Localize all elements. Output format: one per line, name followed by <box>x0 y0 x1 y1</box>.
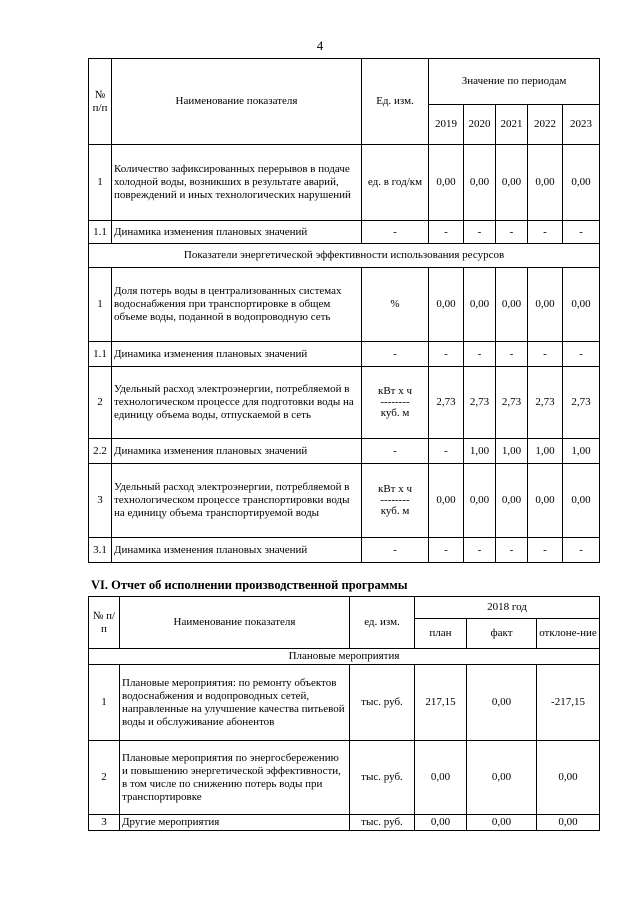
row-value: 0,00 <box>429 145 464 221</box>
table-row <box>89 367 600 439</box>
section-title: Показатели энергетической эффективности использования ресурсов <box>89 244 600 268</box>
row-num: 1.1 <box>89 221 112 244</box>
row-value: - <box>563 342 600 367</box>
table-row <box>89 665 600 741</box>
row-num: 3 <box>89 815 120 831</box>
row-value: - <box>528 342 563 367</box>
row-deviation: -217,15 <box>537 665 600 741</box>
row-value: 0,00 <box>464 268 496 342</box>
row-value: 0,00 <box>429 464 464 538</box>
section-row <box>89 244 600 268</box>
row-num: 2.2 <box>89 439 112 464</box>
col-header-year: 2019 <box>429 105 464 145</box>
row-unit <box>362 367 429 439</box>
table-row <box>89 741 600 815</box>
table-row <box>89 538 600 563</box>
row-value: 0,00 <box>496 464 528 538</box>
row-name: Динамика изменения плановых значений <box>112 221 362 244</box>
col-header-periods: Значение по периодам <box>429 59 600 105</box>
row-unit: ед. в год/км <box>362 145 429 221</box>
row-num: 2 <box>89 367 112 439</box>
table-row <box>89 342 600 367</box>
row-unit: % <box>362 268 429 342</box>
row-fact: 0,00 <box>467 741 537 815</box>
row-name: Динамика изменения плановых значений <box>112 538 362 563</box>
row-fact: 0,00 <box>467 815 537 831</box>
row-num: 1 <box>89 268 112 342</box>
col-header-year: 2023 <box>563 105 600 145</box>
row-name: Количество зафиксированных перерывов в подаче холодной воды, возникших в результате аварий, повреждений и иных технологических нарушений <box>112 145 362 221</box>
row-value: 0,00 <box>464 145 496 221</box>
row-name: Динамика изменения плановых значений <box>112 342 362 367</box>
page-number: 4 <box>316 38 324 53</box>
row-value: - <box>496 538 528 563</box>
section-title: Плановые мероприятия <box>89 649 600 665</box>
row-unit: - <box>362 538 429 563</box>
col-header-unit: ед. изм. <box>350 597 415 649</box>
row-value: - <box>429 342 464 367</box>
unit-numerator: кВт х ч <box>377 385 413 397</box>
table-row <box>89 464 600 538</box>
row-plan: 0,00 <box>415 815 467 831</box>
indicators-table <box>88 58 600 563</box>
row-num: 1.1 <box>89 342 112 367</box>
row-plan: 217,15 <box>415 665 467 741</box>
row-unit: - <box>362 221 429 244</box>
col-header-num: № п/п <box>89 597 120 649</box>
row-value: - <box>464 342 496 367</box>
row-value: - <box>528 221 563 244</box>
row-unit: тыс. руб. <box>350 815 415 831</box>
row-value: 2,73 <box>496 367 528 439</box>
row-value: - <box>528 538 563 563</box>
row-value: 0,00 <box>528 464 563 538</box>
row-num: 3 <box>89 464 112 538</box>
row-name: Плановые мероприятия: по ремонту объектов водоснабжения и водопроводных сетей, направленные на улучшение качества питьевой воды и обслуживание абонентов <box>120 665 350 741</box>
col-header-year: 2018 год <box>415 597 600 619</box>
row-unit: тыс. руб. <box>350 741 415 815</box>
unit-denominator: куб. м <box>380 407 410 419</box>
row-unit <box>362 464 429 538</box>
row-value: 0,00 <box>496 268 528 342</box>
row-unit: - <box>362 439 429 464</box>
row-plan: 0,00 <box>415 741 467 815</box>
row-value: 1,00 <box>496 439 528 464</box>
unit-separator: -------- <box>380 396 410 408</box>
table-row <box>89 268 600 342</box>
unit-denominator: куб. м <box>380 505 410 517</box>
row-deviation: 0,00 <box>537 741 600 815</box>
row-value: - <box>496 221 528 244</box>
row-value: 2,73 <box>464 367 496 439</box>
row-value: 0,00 <box>528 268 563 342</box>
row-unit: - <box>362 342 429 367</box>
row-deviation: 0,00 <box>537 815 600 831</box>
row-name: Другие мероприятия <box>120 815 350 831</box>
col-header-year: 2020 <box>464 105 496 145</box>
row-value: 0,00 <box>563 145 600 221</box>
row-name: Плановые мероприятия по энергосбережению и повышению энергетической эффективности, в том числе по снижению потерь воды при транспортировке <box>120 741 350 815</box>
table-row <box>89 815 600 831</box>
table-row <box>89 221 600 244</box>
col-header-num: № п/п <box>89 59 112 145</box>
unit-separator: -------- <box>380 494 410 506</box>
row-value: 0,00 <box>429 268 464 342</box>
row-value: - <box>464 538 496 563</box>
row-fact: 0,00 <box>467 665 537 741</box>
program-report-table <box>88 596 600 831</box>
row-value: - <box>563 538 600 563</box>
row-value: 0,00 <box>563 464 600 538</box>
row-num: 3.1 <box>89 538 112 563</box>
row-name: Доля потерь воды в централизованных системах водоснабжения при транспортировке в общем объеме воды, поданной в водопроводную сеть <box>112 268 362 342</box>
row-value: 2,73 <box>563 367 600 439</box>
unit-numerator: кВт х ч <box>377 483 413 495</box>
row-value: 1,00 <box>528 439 563 464</box>
row-name: Удельный расход электроэнергии, потребляемой в технологическом процессе для подготовки воды на единицу объема воды, отпускаемой в сеть <box>112 367 362 439</box>
row-num: 1 <box>89 665 120 741</box>
row-num: 1 <box>89 145 112 221</box>
row-value: - <box>429 221 464 244</box>
row-value: - <box>429 439 464 464</box>
col-header-unit: Ед. изм. <box>362 59 429 145</box>
row-value: 0,00 <box>563 268 600 342</box>
row-value: 0,00 <box>464 464 496 538</box>
col-header-plan: план <box>415 619 467 649</box>
row-name: Динамика изменения плановых значений <box>112 439 362 464</box>
row-value: - <box>429 538 464 563</box>
row-num: 2 <box>89 741 120 815</box>
row-value: - <box>563 221 600 244</box>
section-heading: VI. Отчет об исполнении производственной программы <box>91 578 408 592</box>
col-header-name: Наименование показателя <box>112 59 362 145</box>
row-value: 0,00 <box>496 145 528 221</box>
row-value: 1,00 <box>464 439 496 464</box>
row-value: 0,00 <box>528 145 563 221</box>
row-value: 2,73 <box>429 367 464 439</box>
row-unit: тыс. руб. <box>350 665 415 741</box>
col-header-deviation: отклоне-ние <box>537 619 600 649</box>
table-row <box>89 439 600 464</box>
row-value: 2,73 <box>528 367 563 439</box>
row-name: Удельный расход электроэнергии, потребляемой в технологическом процессе транспортировки воды на единицу объема транспортируемой воды <box>112 464 362 538</box>
col-header-fact: факт <box>467 619 537 649</box>
row-value: - <box>464 221 496 244</box>
col-header-name: Наименование показателя <box>120 597 350 649</box>
col-header-year: 2022 <box>528 105 563 145</box>
row-value: - <box>496 342 528 367</box>
row-value: 1,00 <box>563 439 600 464</box>
col-header-year: 2021 <box>496 105 528 145</box>
section-row <box>89 649 600 665</box>
table-row <box>89 145 600 221</box>
